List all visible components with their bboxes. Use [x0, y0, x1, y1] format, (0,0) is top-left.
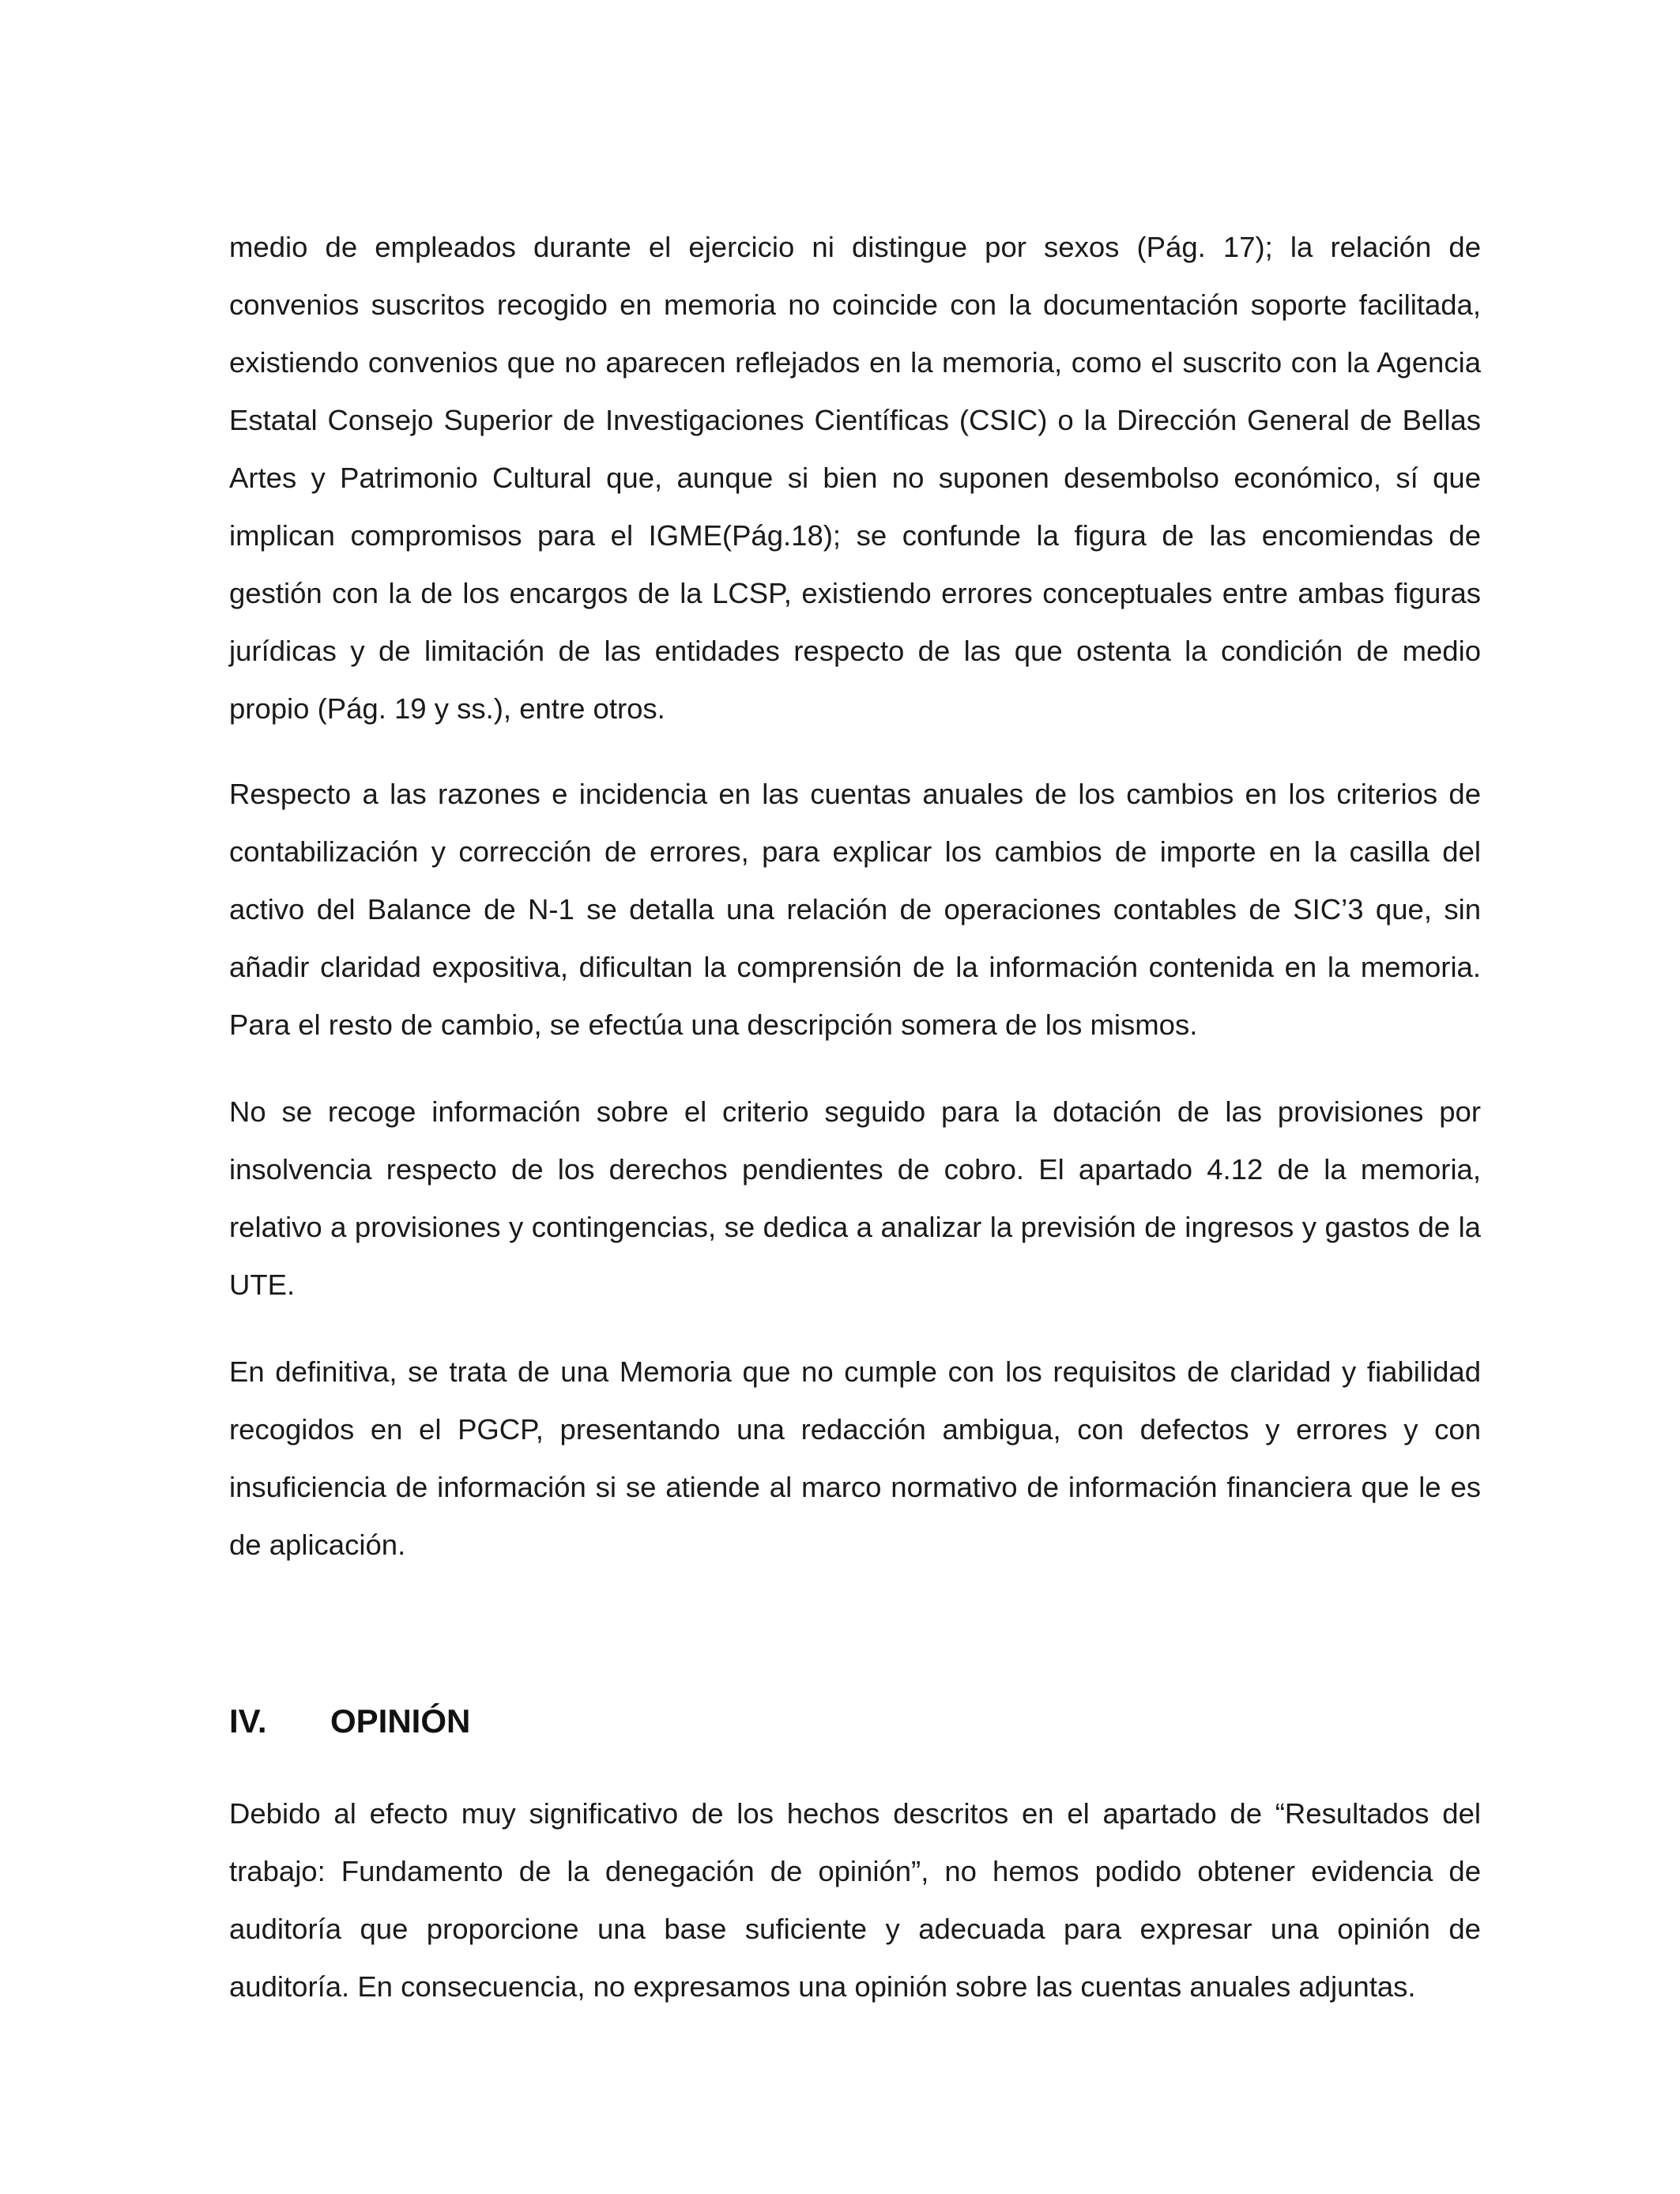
paragraph-provisions: No se recoge información sobre el criterio seguido para la dotación de las provisiones por insolvencia respecto de los derechos pendientes de cobro. El apartado 4.12 de la memoria, relativo a provisiones y contingencias, se dedica a analizar la previsión de ingresos y gastos de la UTE. [229, 1095, 1481, 1301]
paragraph-accounting-changes: Respecto a las razones e incidencia en las cuentas anuales de los cambios en los criterios de contabilización y corrección de errores, para explicar los cambios de importe en la casilla del activo del Balance de N-1 se detalla una relación de operaciones contables de SIC’3 que, sin añadir claridad expositiva, dificultan la comprensión de la información contenida en la memoria. Para el resto de cambio, se efectúa una descripción somera de los mismos. [229, 778, 1481, 1041]
paragraph-opinion: Debido al efecto muy significativo de los hechos descritos en el apartado de “Resultados del trabajo: Fundamento de la denegación de opinión”, no hemos podido obtener evidencia de auditoría que proporcione una base suficiente y adecuada para expresar una opinión de auditoría. En consecuencia, no expresamos una opinión sobre las cuentas anuales adjuntas. [229, 1797, 1481, 2003]
section-title: OPINIÓN [330, 1702, 471, 1740]
section-number: IV. [229, 1702, 267, 1740]
paragraph-memoria-defects: medio de empleados durante el ejercicio ni distingue por sexos (Pág. 17); la relación de convenios suscritos recogido en memoria no coincide con la documentación soporte facilitada, existiendo convenios que no aparecen reflejados en la memoria, como el suscrito con la Agencia Estatal Consejo Superior de Investigaciones Científicas (CSIC) o la Dirección General de Bellas Artes y Patrimonio Cultural que, aunque si bien no suponen desembolso económico, sí que implican compromisos para el IGME(Pág.18); se confunde la figura de las encomiendas de gestión con la de los encargos de la LCSP, existiendo errores conceptuales entre ambas figuras jurídicas y de limitación de las entidades respecto de las que ostenta la condición de medio propio (Pág. 19 y ss.), entre otros. [229, 231, 1481, 725]
section-heading-opinion [229, 1692, 1481, 1750]
document-body [229, 218, 1481, 2015]
paragraph-conclusion: En definitiva, se trata de una Memoria que no cumple con los requisitos de claridad y fiabilidad recogidos en el PGCP, presentando una redacción ambigua, con defectos y errores y con insuficiencia de información si se atiende al marco normativo de información financiera que le es de aplicación. [229, 1355, 1481, 1561]
